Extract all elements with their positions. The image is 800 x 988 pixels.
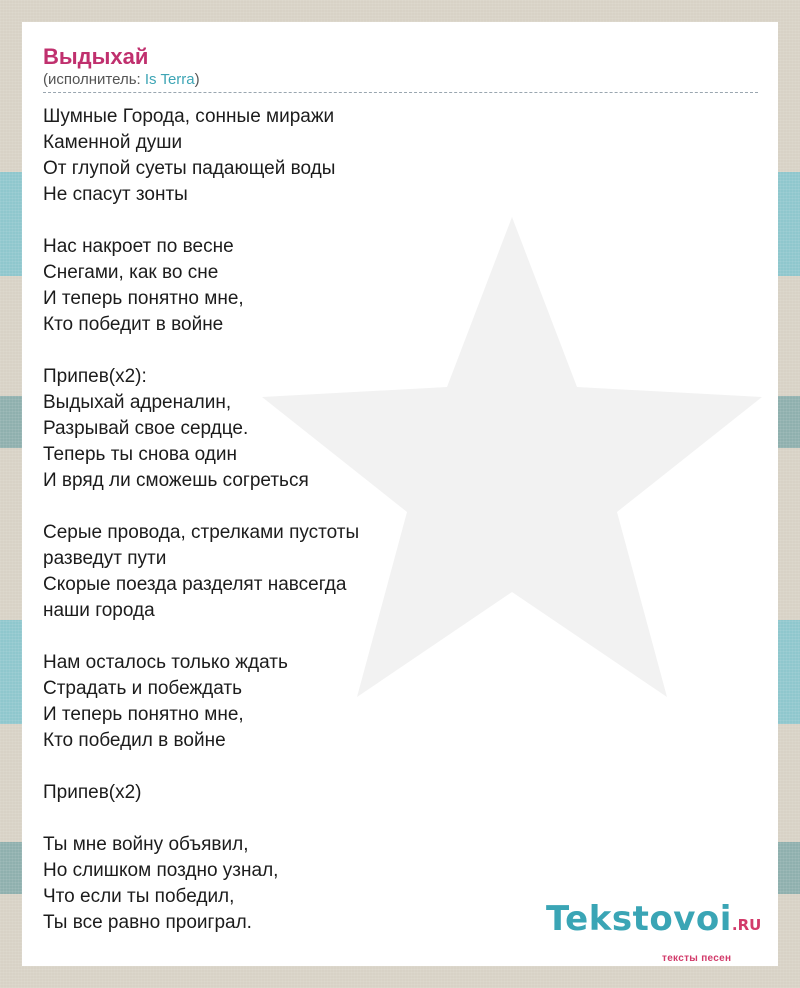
performer-suffix: )	[194, 71, 200, 88]
lyrics-stanza	[43, 104, 758, 208]
lyric-line: И теперь понятно мне,	[43, 288, 244, 309]
logo-tld: .RU	[731, 916, 762, 934]
lyric-line: Теперь ты снова один	[43, 444, 237, 465]
song-title: Выдыхай	[43, 44, 149, 69]
lyric-line: разведут пути	[43, 548, 167, 569]
artist-link[interactable]: Is Terra	[144, 71, 195, 88]
lyric-line: Не спасут зонты	[43, 184, 188, 205]
lyrics-stanza	[43, 780, 758, 806]
song-content	[43, 44, 758, 962]
lyric-line: Скорые поезда разделят навсегда	[43, 574, 347, 595]
lyric-line: Ты мне войну объявил,	[43, 834, 249, 855]
lyrics-stanza	[43, 520, 758, 624]
lyric-line: Выдыхай адреналин,	[43, 392, 232, 413]
lyrics-stanza	[43, 234, 758, 338]
lyrics-text	[43, 104, 758, 936]
logo-tagline: тексты песен	[662, 953, 732, 964]
performer-line	[43, 70, 758, 93]
lyric-line: И теперь понятно мне,	[43, 704, 244, 725]
lyric-line: Разрывай свое сердце.	[43, 418, 249, 439]
site-logo[interactable]	[546, 900, 761, 944]
lyric-line: Шумные Города, сонные миражи	[43, 106, 335, 127]
lyric-line: И вряд ли сможешь согреться	[43, 470, 309, 491]
lyrics-stanza	[43, 364, 758, 494]
lyric-line: Припев(x2)	[43, 782, 142, 803]
lyric-line: Страдать и побеждать	[43, 678, 242, 699]
lyric-line: Но слишком поздно узнал,	[43, 860, 279, 881]
lyric-line: От глупой суеты падающей воды	[43, 158, 336, 179]
lyric-line: Нам осталось только ждать	[43, 652, 288, 673]
lyric-line: Снегами, как во сне	[43, 262, 219, 283]
lyrics-stanza	[43, 650, 758, 754]
performer-prefix: (исполнитель:	[43, 71, 145, 88]
lyric-line: Нас накроет по весне	[43, 236, 234, 257]
lyric-line: Кто победил в войне	[43, 730, 226, 751]
lyrics-card	[22, 22, 778, 966]
lyric-line: наши города	[43, 600, 155, 621]
lyric-line: Припев(x2):	[43, 366, 147, 387]
lyric-line: Ты все равно проиграл.	[43, 912, 252, 933]
logo-name: Tekstovoi	[546, 899, 732, 939]
lyric-line: Каменной души	[43, 132, 183, 153]
lyric-line: Кто победит в войне	[43, 314, 224, 335]
lyric-line: Что если ты победил,	[43, 886, 235, 907]
lyric-line: Серые провода, стрелками пустоты	[43, 522, 360, 543]
